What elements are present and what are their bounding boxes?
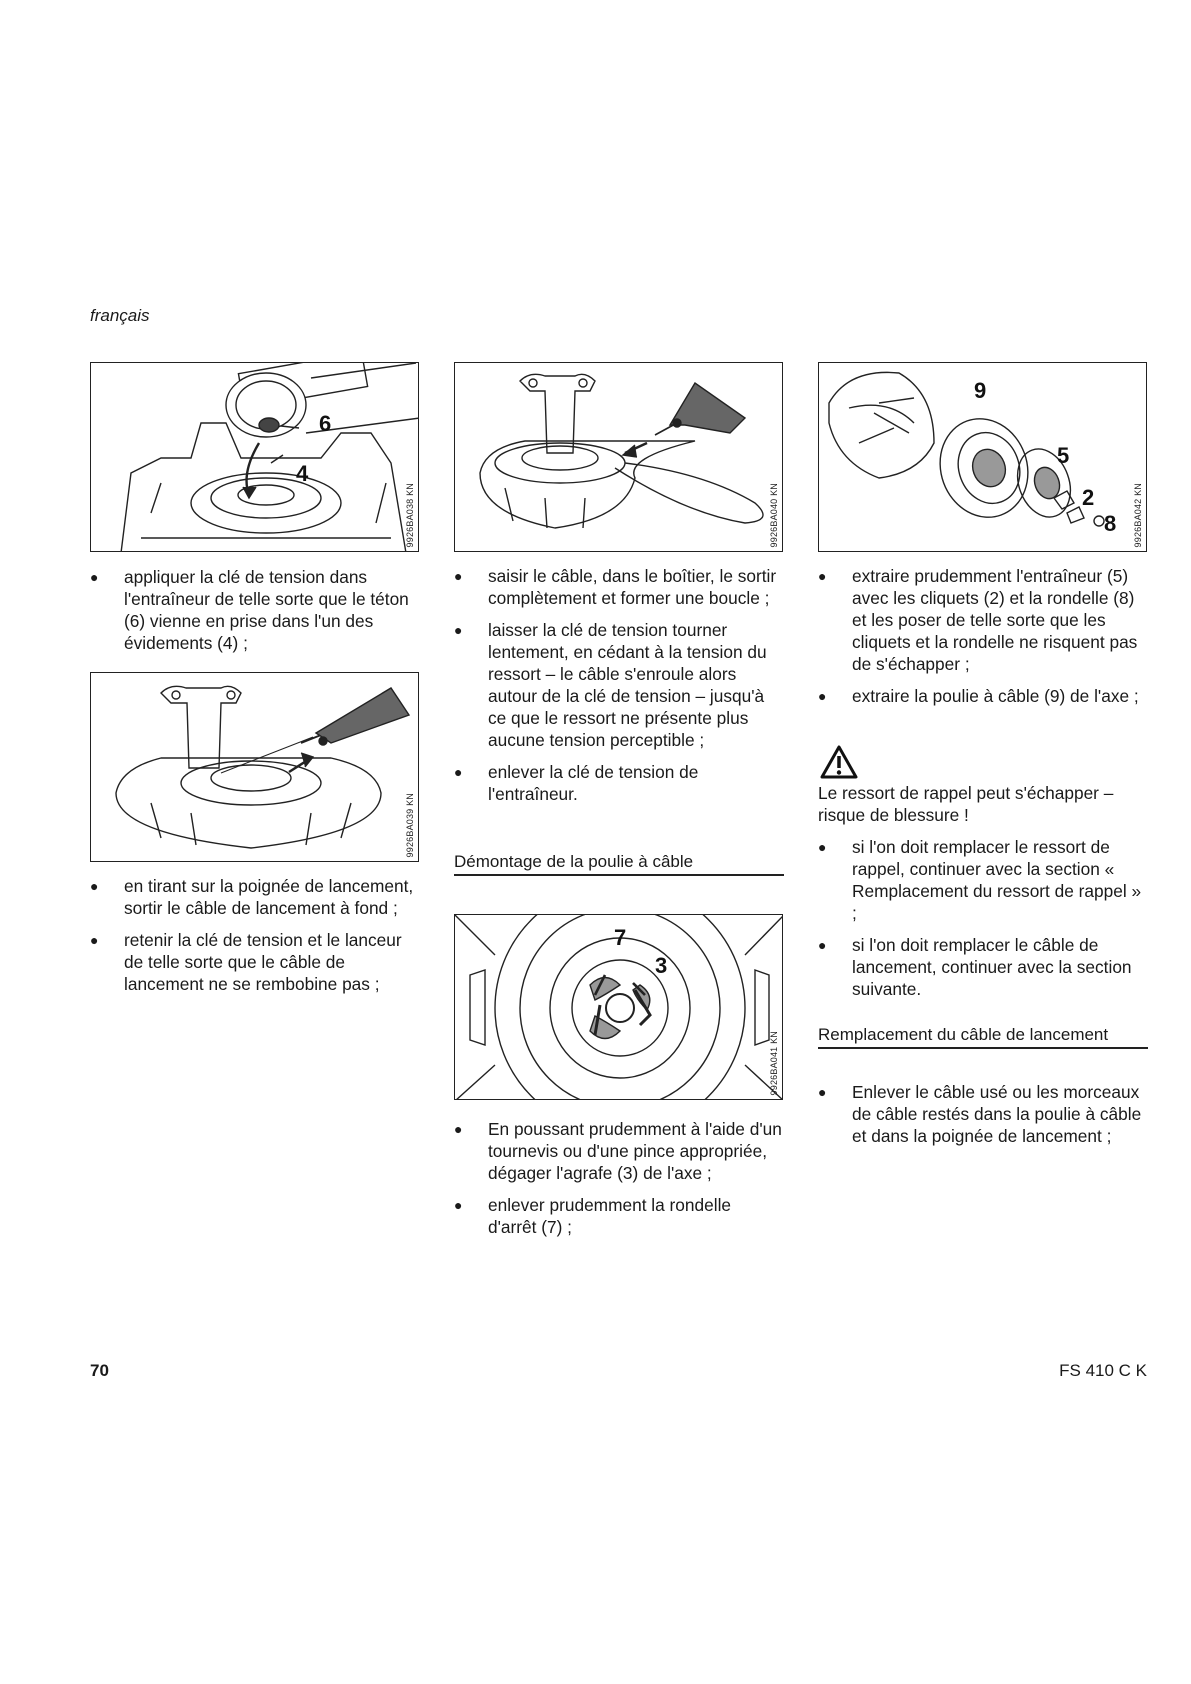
figure-9926ba041 bbox=[454, 914, 783, 1100]
col1-bullets-a bbox=[90, 566, 420, 664]
col3-bullets-a bbox=[818, 565, 1148, 717]
callout-3: 3 bbox=[655, 953, 668, 978]
figure-code: 9926BA038 KN bbox=[405, 482, 415, 547]
rope-loop-illustration bbox=[455, 363, 783, 552]
section-heading-remplacement: Remplacement du câble de lancement bbox=[818, 1025, 1148, 1049]
list-item: ● Enlever le câble usé ou les morceaux de câble restés dans la poulie à câble et dans la poignée de lancement ; bbox=[818, 1081, 1148, 1147]
warning-line-1: Le ressort de rappel peut s'échapper – bbox=[818, 783, 1114, 803]
callout-9: 9 bbox=[974, 378, 987, 403]
list-item: ● saisir le câble, dans le boîtier, le sortir complètement et former une boucle ; bbox=[454, 565, 784, 609]
callout-2: 2 bbox=[1082, 485, 1095, 510]
figure-code: 9926BA039 KN bbox=[405, 792, 415, 857]
figure-9926ba039 bbox=[90, 672, 419, 862]
list-item: ● enlever la clé de tension de l'entraîneur. bbox=[454, 761, 784, 805]
figure-9926ba042 bbox=[818, 362, 1147, 552]
warning-text bbox=[818, 782, 1148, 826]
col1-bullets-b bbox=[90, 875, 420, 1005]
list-item: ● retenir la clé de tension et le lanceur de telle sorte que le câble de lancement ne se rembobine pas ; bbox=[90, 929, 420, 995]
list-item: ● extraire la poulie à câble (9) de l'axe ; bbox=[818, 685, 1148, 707]
col3-bullets-b bbox=[818, 836, 1148, 1010]
callout-7: 7 bbox=[614, 925, 627, 950]
list-item: ● extraire prudemment l'entraîneur (5) avec les cliquets (2) et la rondelle (8) et les poser de telle sorte que les cliquets et la rondelle ne risquent pas de s'échapper ; bbox=[818, 565, 1148, 675]
figure-9926ba038 bbox=[90, 362, 419, 552]
figure-9926ba040 bbox=[454, 362, 783, 552]
section-heading-demontage: Démontage de la poulie à câble bbox=[454, 852, 784, 876]
callout-4: 4 bbox=[296, 461, 309, 486]
model-name: FS 410 C K bbox=[1059, 1361, 1147, 1380]
pull-starter-handle-illustration bbox=[91, 673, 419, 862]
list-item: ● si l'on doit remplacer le câble de lancement, continuer avec la section suivante. bbox=[818, 934, 1148, 1000]
callout-6: 6 bbox=[319, 411, 332, 436]
warning-line-2: risque de blessure ! bbox=[818, 805, 969, 825]
callout-8: 8 bbox=[1104, 511, 1117, 536]
col3-bullets-c bbox=[818, 1081, 1148, 1157]
list-item: ● appliquer la clé de tension dans l'entraîneur de telle sorte que le téton (6) vienne en prise dans l'un des évidements (4) ; bbox=[90, 566, 420, 654]
language-label: français bbox=[90, 306, 150, 325]
starter-tension-key-illustration bbox=[91, 363, 419, 552]
figure-code: 9926BA041 KN bbox=[769, 1030, 779, 1095]
figure-code: 9926BA042 KN bbox=[1133, 482, 1143, 547]
figure-code: 9926BA040 KN bbox=[769, 482, 779, 547]
callout-5: 5 bbox=[1057, 443, 1070, 468]
page-number: 70 bbox=[90, 1361, 109, 1380]
list-item: ● enlever prudemment la rondelle d'arrêt (7) ; bbox=[454, 1194, 784, 1238]
col2-bullets-b bbox=[454, 1118, 784, 1248]
warning-icon bbox=[820, 745, 858, 784]
col2-bullets-a bbox=[454, 565, 784, 815]
list-item: ● si l'on doit remplacer le ressort de rappel, continuer avec la section « Remplacement du ressort de rappel » ; bbox=[818, 836, 1148, 924]
list-item: ● laisser la clé de tension tourner lentement, en cédant à la tension du ressort – le câble s'enroule alors autour de la clé de tension – jusqu'à ce que le ressort ne présente plus aucune tension perceptible ; bbox=[454, 619, 784, 751]
list-item: ● En poussant prudemment à l'aide d'un tournevis ou d'une pince appropriée, dégager l'agrafe (3) de l'axe ; bbox=[454, 1118, 784, 1184]
list-item: ● en tirant sur la poignée de lancement, sortir le câble de lancement à fond ; bbox=[90, 875, 420, 919]
